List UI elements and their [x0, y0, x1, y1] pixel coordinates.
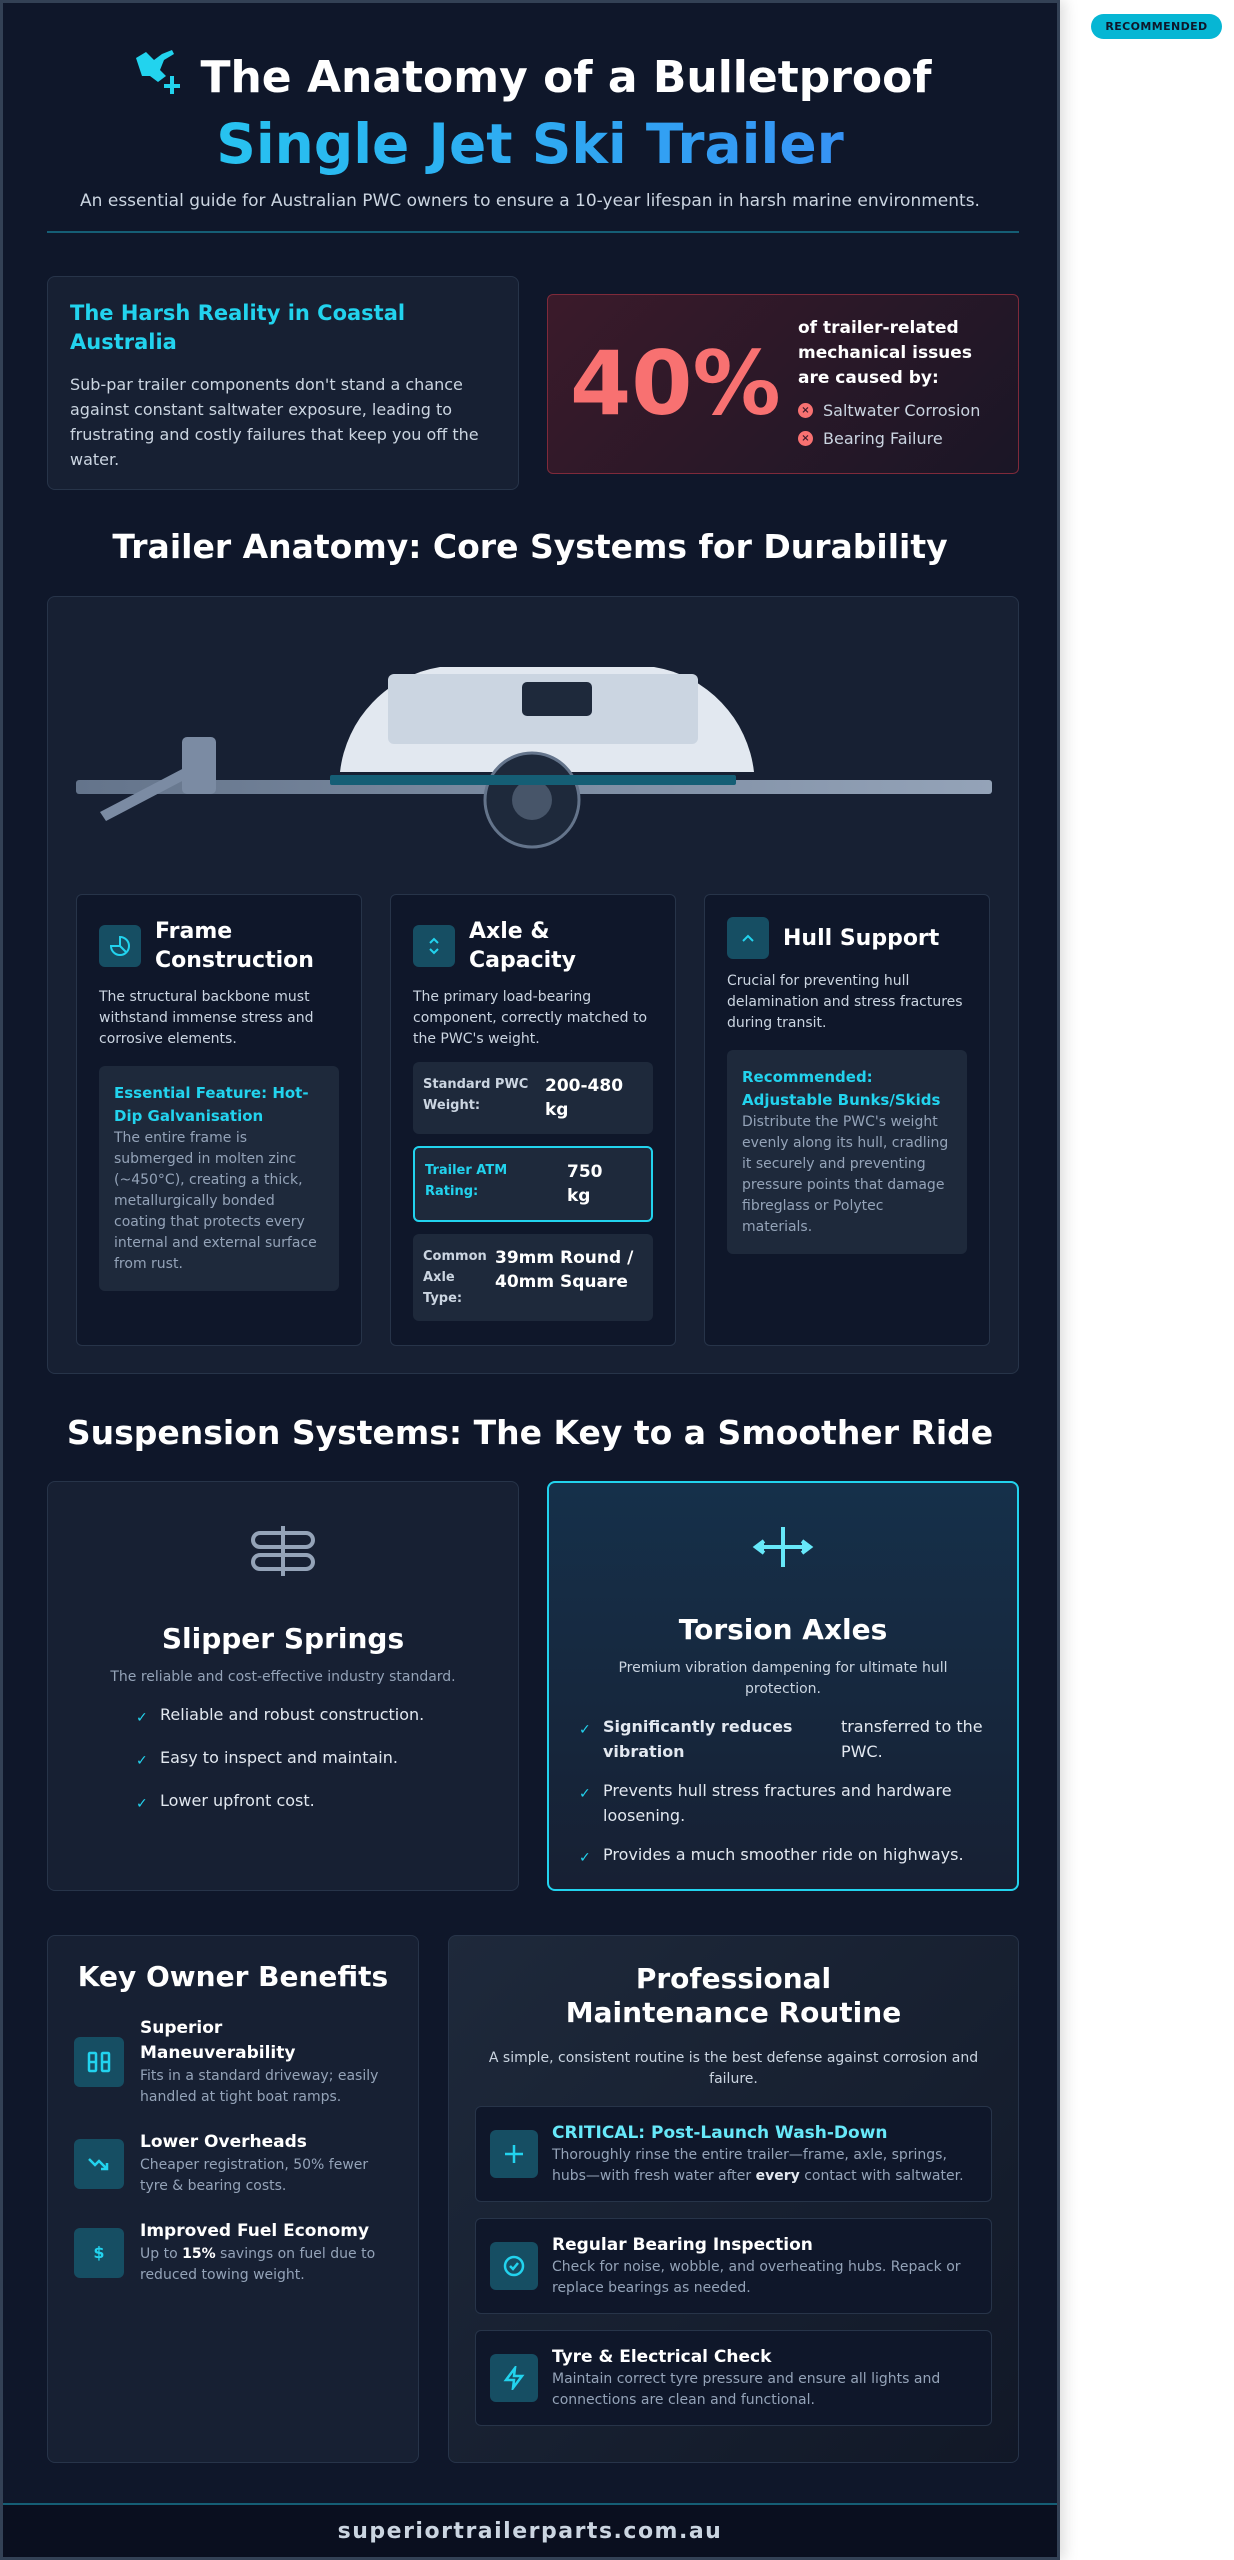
benefit-point: ✓ Prevents hull stress fractures and hardware loosening. — [579, 1778, 987, 1828]
chevrons-up-down-icon — [413, 925, 455, 967]
cause-item: × Saltwater Corrosion — [798, 397, 998, 425]
hull-desc: Crucial for preventing hull delamination and stress fractures during transit. — [727, 973, 963, 1031]
maintenance-card: Professional Maintenance Routine A simple, consistent routine is the best defense against corrosion and failure. CRITICAL: Post-Launch Wash-Down Thoroughly rinse the entire trailer—frame, axle, springs, hubs—with fresh water after every contact with saltwater. Regular Bearing Inspection Check for noise, wobble, and overheating hubs. Repack or replace bearings as needed. Tyre & Electrical Check Maintain correct tyre pressure and ensure all lights and connections are clean and functional. — [448, 1935, 1019, 2463]
anatomy-card — [47, 596, 1019, 1374]
check-icon: ✓ — [136, 1710, 148, 1726]
stat-value: 40% — [570, 332, 781, 435]
frame-feature: Essential Feature: Hot-Dip Galvanisation The entire frame is submerged in molten zinc (~450°C), creating a thick, metallurgically bonded coating that protects every internal and external surface from rust. — [99, 1066, 339, 1291]
spec-row: Standard PWC Weight: 200-480 kg — [413, 1062, 653, 1134]
hull-feature: Recommended: Adjustable Bunks/Skids Distribute the PWC's weight evenly along its hull, cradling it securely and preventing pressure points that damage fibreglass or Polytec materials. — [727, 1050, 967, 1254]
frame-title: Frame Construction — [155, 919, 314, 973]
torsion-axles-card: Torsion Axles Premium vibration dampening for ultimate hull protection. ✓ Significantly reduces vibration transferred to the PWC. ✓ Prevents hull stress fractures and hardware loosening. ✓ Provides a much smoother ride on highways. — [547, 1481, 1019, 1891]
check-circle-icon — [490, 2242, 538, 2290]
check-icon: ✓ — [579, 1850, 591, 1866]
stat-caption: of trailer-related mechanical issues are caused by: — [798, 317, 972, 388]
chevron-up-icon — [727, 917, 769, 959]
page-title-line1: The Anatomy of a Bulletproof — [200, 51, 932, 103]
maintenance-item: Regular Bearing Inspection Check for noise, wobble, and overheating hubs. Repack or replace bearings as needed. — [475, 2218, 992, 2314]
benefit-point: ✓ Provides a much smoother ride on highways. — [579, 1842, 987, 1871]
axle-title: Axle & Capacity — [469, 919, 577, 973]
benefit-point: ✓ Significantly reduces vibration transferred to the PWC. — [579, 1714, 987, 1764]
benefit-item: Superior Maneuverability Fits in a standard driveway; easily handled at tight boat ramps. — [74, 2016, 392, 2108]
trailer-diagram — [76, 637, 992, 867]
cause-item: × Bearing Failure — [798, 425, 998, 453]
pie-chart-icon — [99, 925, 141, 967]
x-circle-icon: × — [798, 431, 813, 446]
suspension-section-title: Suspension Systems: The Key to a Smoother Ride — [66, 1413, 994, 1452]
check-icon: ✓ — [579, 1722, 591, 1738]
slipper-springs-card: Slipper Springs The reliable and cost-effective industry standard. ✓ Reliable and robust construction. ✓ Easy to inspect and maintain. ✓ Lower upfront cost. — [47, 1481, 519, 1891]
dollar-icon: $ — [74, 2228, 124, 2278]
benefit-point: ✓ Reliable and robust construction. — [136, 1702, 518, 1731]
maintenance-item: CRITICAL: Post-Launch Wash-Down Thoroughly rinse the entire trailer—frame, axle, springs, hubs—with fresh water after every contact with saltwater. — [475, 2106, 992, 2202]
torsion-axle-icon — [549, 1525, 1017, 1573]
hull-support-column — [704, 894, 990, 1346]
anatomy-section-title: Trailer Anatomy: Core Systems for Durability — [112, 527, 948, 566]
stat-card — [547, 294, 1019, 474]
page-subtitle: An essential guide for Australian PWC owners to ensure a 10-year lifespan in harsh marine environments. — [80, 191, 980, 211]
parking-icon — [74, 2037, 124, 2087]
harsh-reality-body: Sub-par trailer components don't stand a chance against constant saltwater exposure, leading to frustrating and costly failures that keep you off the water. — [70, 375, 479, 469]
divider — [47, 231, 1019, 233]
header — [3, 43, 1057, 211]
hull-title: Hull Support — [783, 925, 940, 951]
owner-benefits-card: Key Owner Benefits Superior Maneuverability Fits in a standard driveway; easily handled at tight boat ramps. Lower Overheads Cheaper registration, 50% fewer tyre & bearing costs. $ Improved Fuel Economy Up to 15% savings on fuel due to reduced towing weight. — [47, 1935, 419, 2463]
check-icon: ✓ — [136, 1753, 148, 1769]
x-circle-icon: × — [798, 403, 813, 418]
frame-construction-column — [76, 894, 362, 1346]
benefit-point: ✓ Lower upfront cost. — [136, 1788, 518, 1817]
benefit-item: $ Improved Fuel Economy Up to 15% savings on fuel due to reduced towing weight. — [74, 2219, 392, 2286]
spec-row-highlighted: Trailer ATM Rating: 750 kg — [413, 1146, 653, 1222]
spring-icon — [48, 1524, 518, 1582]
check-icon: ✓ — [136, 1796, 148, 1812]
jet-ski-icon — [128, 46, 186, 109]
frame-desc: The structural backbone must withstand immense stress and corrosive elements. — [99, 989, 314, 1047]
benefit-point: ✓ Easy to inspect and maintain. — [136, 1745, 518, 1774]
maintenance-item: Tyre & Electrical Check Maintain correct tyre pressure and ensure all lights and connections are clean and functional. — [475, 2330, 992, 2426]
axle-capacity-column — [390, 894, 676, 1346]
footer-url[interactable]: superiortrailerparts.com.au — [3, 2503, 1057, 2557]
check-icon: ✓ — [579, 1786, 591, 1802]
lightning-icon — [490, 2354, 538, 2402]
plus-icon — [490, 2130, 538, 2178]
harsh-reality-card — [47, 276, 519, 490]
page-title-line2: Single Jet Ski Trailer — [3, 111, 1057, 177]
axle-desc: The primary load-bearing component, correctly matched to the PWC's weight. — [413, 989, 648, 1047]
benefit-item: Lower Overheads Cheaper registration, 50% fewer tyre & bearing costs. — [74, 2130, 392, 2197]
recommended-badge: RECOMMENDED — [1091, 14, 1222, 39]
trending-down-icon — [74, 2139, 124, 2189]
spec-row: Common Axle Type: 39mm Round / 40mm Square — [413, 1234, 653, 1321]
harsh-reality-title: The Harsh Reality in Coastal Australia — [70, 301, 406, 354]
